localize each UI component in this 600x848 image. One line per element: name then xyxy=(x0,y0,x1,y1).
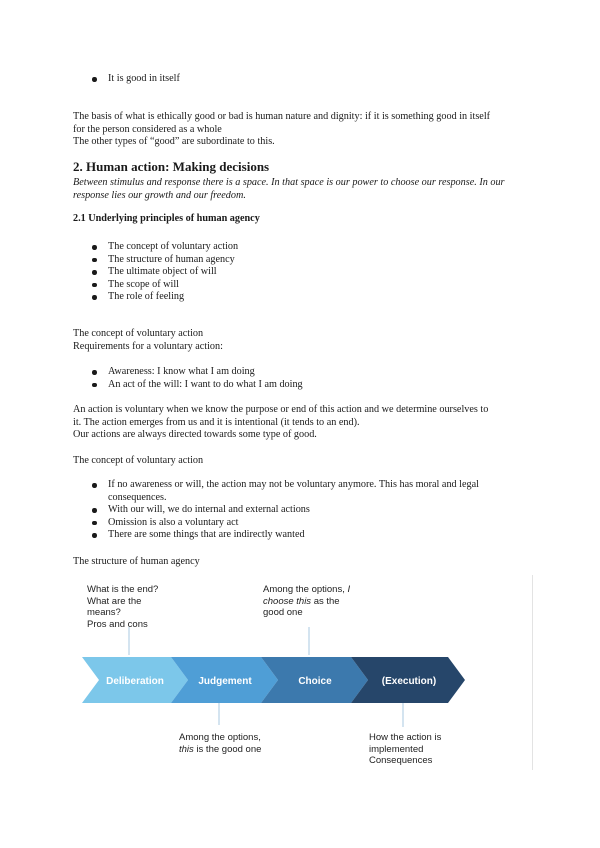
list-item: The concept of voluntary action xyxy=(92,241,238,254)
voluntary-para-line-1: An action is voluntary when we know the purpose or end of this action and we determine ourselves to xyxy=(73,404,489,415)
list-item: It is good in itself xyxy=(92,73,180,86)
voluntary-para-line-3: Our actions are always directed towards some type of good. xyxy=(73,429,317,440)
step-label-execution: (Execution) xyxy=(381,676,437,687)
list-item: The scope of will xyxy=(92,279,238,292)
agency-process-diagram xyxy=(73,575,533,770)
basis-line-3: The other types of “good” are subordinate to this. xyxy=(73,136,275,147)
process-chevrons xyxy=(73,575,533,770)
points-list xyxy=(92,479,522,542)
note-judgement-text-1: Among the options, xyxy=(179,732,261,743)
note-judgement-text-2: is the good one xyxy=(193,743,262,755)
list-item: The structure of human agency xyxy=(92,254,238,267)
note-choice-emphasis-1: I xyxy=(347,584,351,595)
section-2-title: 2. Human action: Making decisions xyxy=(73,159,270,174)
list-item: Omission is also a voluntary act xyxy=(92,517,522,530)
note-choice-text-3: good one xyxy=(263,607,303,618)
note-choice-text-1: Among the options, xyxy=(263,584,348,595)
principles-list xyxy=(92,241,238,304)
note-judgement xyxy=(179,732,261,755)
structure-heading: The structure of human agency xyxy=(73,556,200,567)
note-choice-text-2: as the xyxy=(311,595,340,607)
note-deliberation: What is the end? What are the means? Pros and cons xyxy=(87,584,159,630)
requirements-label: Requirements for a voluntary action: xyxy=(73,340,223,352)
list-item: Awareness: I know what I am doing xyxy=(92,366,303,379)
voluntary-heading: The concept of voluntary action xyxy=(73,328,204,339)
voluntary-heading-2: The concept of voluntary action xyxy=(73,455,204,466)
top-bullet-list xyxy=(92,73,180,86)
step-label-choice: Choice xyxy=(298,676,332,687)
note-execution: How the action is implemented Consequences xyxy=(369,732,442,766)
section-2-quote: Between stimulus and response there is a space. In that space is our power to choose our response. In our response lies our growth and our freedom. xyxy=(73,177,505,201)
step-label-judgement: Judgement xyxy=(198,676,252,687)
section-2-1-title: 2.1 Underlying principles of human agency xyxy=(73,213,260,224)
list-item: The ultimate object of will xyxy=(92,266,238,279)
note-choice-emphasis-2: choose this xyxy=(263,595,312,607)
list-item: With our will, we do internal and external actions xyxy=(92,504,522,517)
list-item: An act of the will: I want to do what I am doing xyxy=(92,379,303,392)
basis-line-1: The basis of what is ethically good or bad is human nature and dignity: if it is something good in itself xyxy=(73,111,491,122)
list-item: If no awareness or will, the action may not be voluntary anymore. This has moral and legal consequences. xyxy=(92,479,522,504)
note-judgement-emphasis: this xyxy=(179,743,194,755)
list-item: There are some things that are indirectly wanted xyxy=(92,529,522,542)
basis-line-2: for the person considered as a whole xyxy=(73,123,222,135)
list-item: The role of feeling xyxy=(92,291,238,304)
requirements-list xyxy=(92,366,303,391)
voluntary-para-line-2: it. The action emerges from us and it is intentional (it tends to an end). xyxy=(73,416,360,428)
step-label-deliberation: Deliberation xyxy=(106,676,164,687)
